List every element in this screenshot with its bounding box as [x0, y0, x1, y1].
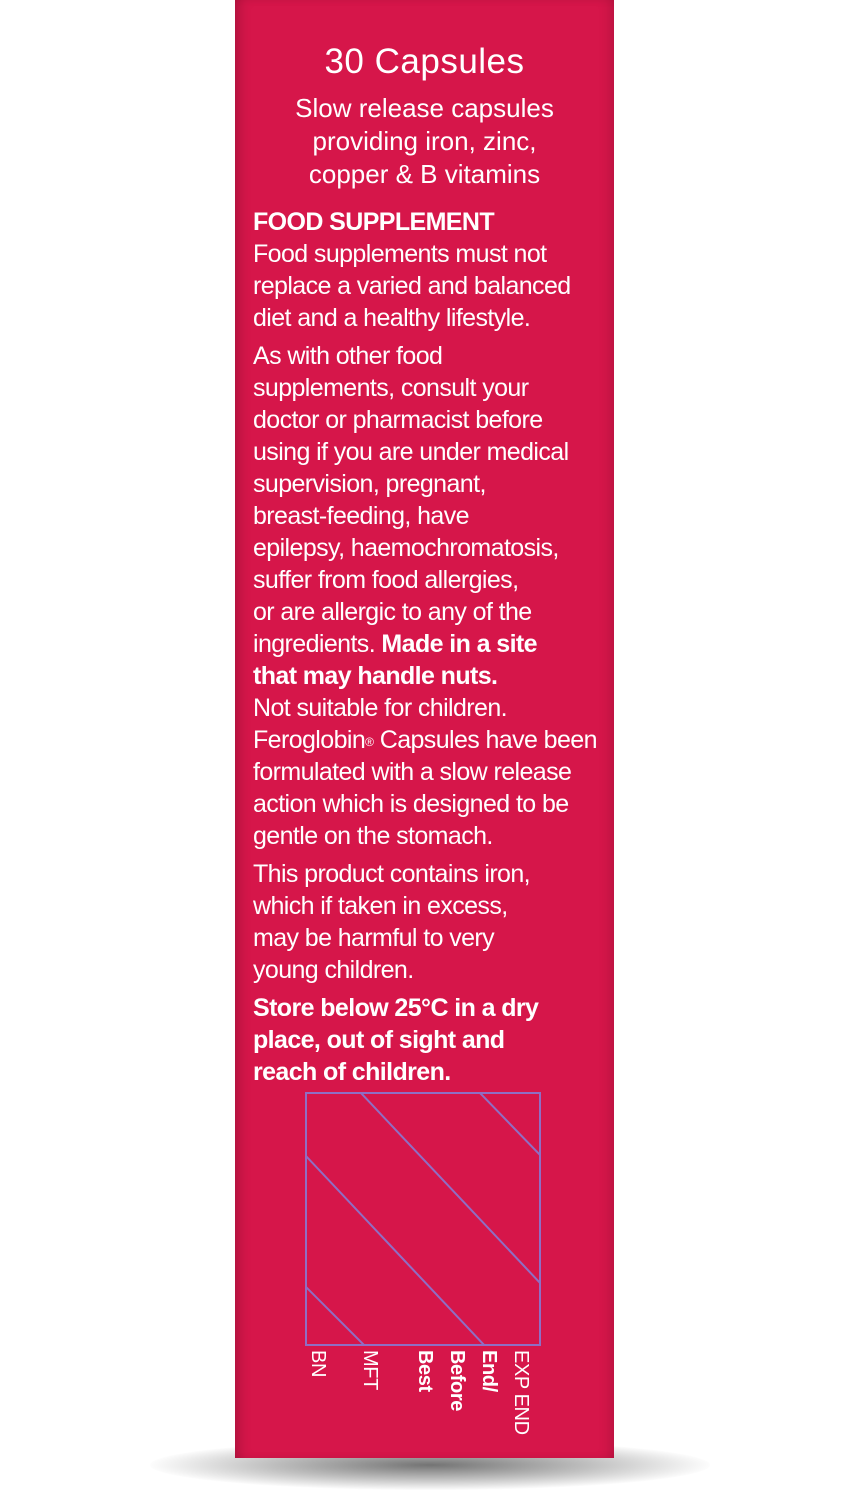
text-line: gentle on the stomach. [253, 822, 493, 850]
children-warning: Not suitable for children. [253, 694, 507, 722]
description-line: copper & B vitamins [308, 159, 541, 189]
text-line: young children. [253, 956, 414, 984]
iron-warning [253, 858, 603, 986]
text-line: Store below 25°C in a dry [253, 994, 539, 1022]
nut-warning: Made in a site [381, 630, 537, 658]
text-line: which if taken in excess, [253, 892, 508, 920]
label-text [253, 206, 603, 1088]
text-line: ingredients. [253, 630, 376, 658]
text-line: supervision, pregnant, [253, 470, 486, 498]
text-line: breast-feeding, have [253, 502, 469, 530]
batch-box-border [306, 1093, 540, 1345]
expiry-end-label: EXP END [510, 1350, 532, 1435]
text-line: This product contains iron, [253, 860, 531, 888]
food-supplement-heading: FOOD SUPPLEMENT [253, 208, 495, 236]
hatch-line [305, 1155, 485, 1346]
capsule-count: 30 Capsules [324, 42, 525, 81]
batch-number-label: BN [307, 1350, 329, 1377]
product-description [235, 92, 614, 191]
medical-warning [253, 340, 603, 852]
hatch-line [305, 1286, 365, 1346]
product-box-side-panel [235, 0, 614, 1458]
storage-instructions [253, 992, 603, 1088]
text-line: doctor or pharmacist before [253, 406, 543, 434]
text-line: supplements, consult your [253, 374, 529, 402]
nut-warning: that may handle nuts. [253, 662, 498, 690]
batch-expiry-box [305, 1092, 541, 1346]
text-line: Capsules have been [373, 726, 597, 754]
text-line: formulated with a slow release [253, 758, 572, 786]
best-before-label-1: Best [414, 1350, 436, 1392]
text-line: may be harmful to very [253, 924, 495, 952]
text-line: replace a varied and balanced [253, 272, 571, 300]
text-line: place, out of sight and [253, 1026, 505, 1054]
text-line: epilepsy, haemochromatosis, [253, 534, 559, 562]
text-line: using if you are under medical [253, 438, 569, 466]
text-line: action which is designed to be [253, 790, 569, 818]
best-before-label-2: Before [446, 1350, 468, 1411]
best-before-label-3: End/ [478, 1350, 500, 1392]
text-line: suffer from food allergies, [253, 566, 519, 594]
text-line: Food supplements must not [253, 240, 547, 268]
text-line: As with other food [253, 342, 443, 370]
description-line: Slow release capsules [295, 93, 554, 123]
supplement-disclaimer [253, 238, 603, 334]
hatch-line [479, 1092, 541, 1156]
hatch-line [360, 1092, 541, 1284]
text-line: diet and a healthy lifestyle. [253, 304, 531, 332]
registered-mark: ® [365, 735, 374, 749]
manufacture-date-label: MFT [359, 1350, 381, 1390]
text-line: reach of children. [253, 1058, 451, 1086]
text-line: or are allergic to any of the [253, 598, 532, 626]
brand-name: Feroglobin [253, 726, 366, 754]
description-line: providing iron, zinc, [312, 126, 537, 156]
